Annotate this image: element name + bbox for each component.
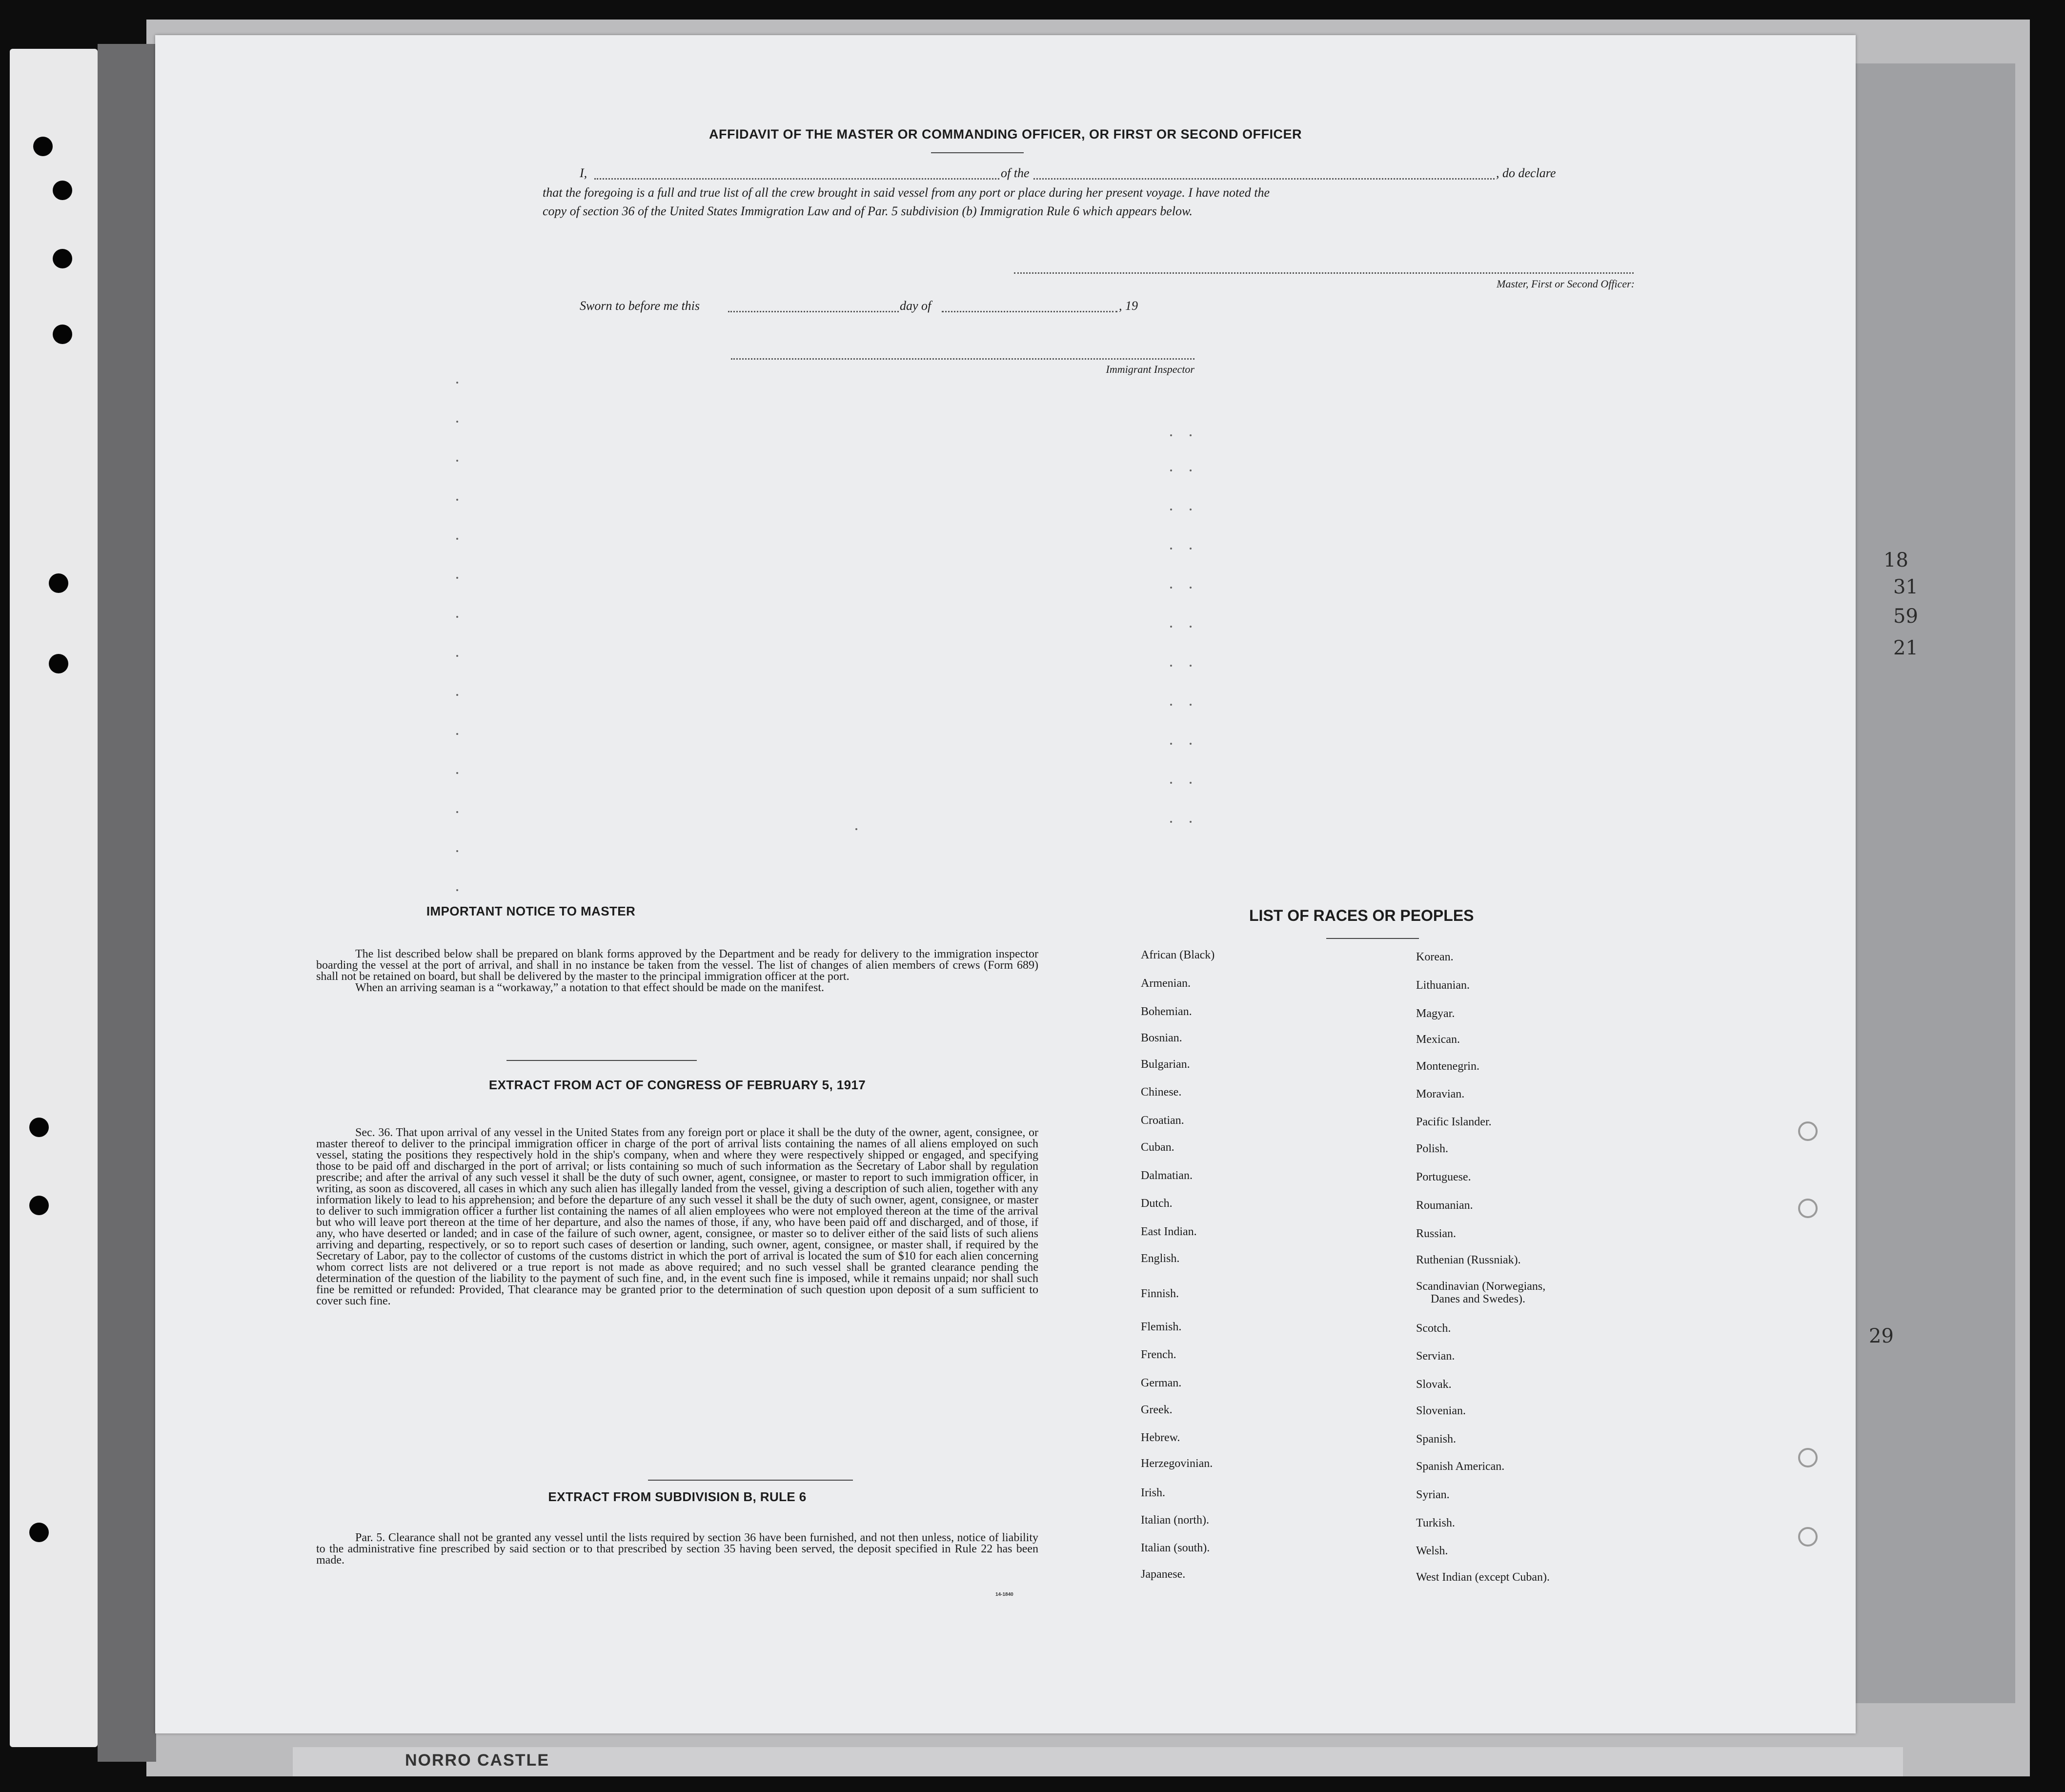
bottom-edge-label: NORRO CASTLE [405,1751,549,1770]
binder-hole [29,1196,49,1215]
race-item: Montenegrin. [1416,1060,1479,1073]
column-tick [456,460,458,462]
sworn-prefix: Sworn to before me this [580,299,700,313]
name-blank [594,178,999,180]
column-tick [1190,587,1192,589]
column-tick [456,889,458,891]
column-tick [1170,509,1172,510]
race-item: Magyar. [1416,1007,1455,1020]
section-divider [506,1060,697,1061]
column-tick [1170,782,1172,784]
margin-note: 21 [1893,637,1918,659]
race-item: Herzegovinian. [1141,1457,1213,1470]
binder-hole [29,1118,49,1137]
form-page [155,35,1856,1733]
inspector-signature-line [731,358,1194,360]
race-item: West Indian (except Cuban). [1416,1571,1550,1584]
column-tick [1170,665,1172,667]
race-item: Cuban. [1141,1141,1174,1154]
column-tick [1170,743,1172,745]
race-item: Korean. [1416,951,1454,963]
race-item: Turkish. [1416,1517,1455,1529]
race-item: Slovak. [1416,1378,1452,1391]
form-code: 14-1840 [995,1592,1013,1597]
inspector-caption: Immigrant Inspector [1106,363,1194,375]
column-tick [1190,469,1192,471]
race-item: Dutch. [1141,1197,1173,1210]
race-item: Armenian. [1141,977,1191,990]
notice-title: IMPORTANT NOTICE TO MASTER [426,904,636,918]
binder-hole [49,654,68,673]
left-margin-sheet [10,49,98,1747]
column-tick [1190,782,1192,784]
race-item: Polish. [1416,1142,1449,1155]
race-item: Mexican. [1416,1033,1460,1046]
binder-hole [49,573,68,593]
column-tick [1190,626,1192,628]
race-item: Moravian. [1416,1088,1465,1100]
notice-paragraph-1: The list described below shall be prepared on blank forms approved by the Department and be ready for delivery to the immigration inspector boarding the vessel at the port of arrival, and shall in no instance be taken from the vessel. The list of changes of alien members of crews (Form 689) shall not be retained on board, but shall be delivered by the master to the principal immigration officer at the port. [316,948,1038,983]
notice-body [316,949,1038,994]
month-blank [942,311,1117,312]
backing-sheet-edge [98,44,156,1762]
race-item: Pacific Islander. [1416,1116,1492,1128]
margin-note: 18 [1883,549,1908,571]
race-item: Croatian. [1141,1114,1184,1127]
act-extract-title: EXTRACT FROM ACT OF CONGRESS OF FEBRUARY 5, 1917 [488,1078,866,1092]
race-item: Syrian. [1416,1488,1450,1501]
race-item: Hebrew. [1141,1431,1180,1444]
race-item: Russian. [1416,1227,1457,1240]
rule-extract-title: EXTRACT FROM SUBDIVISION B, RULE 6 [548,1489,807,1504]
column-tick [1170,704,1172,706]
margin-note: 31 [1893,576,1918,598]
binder-hole [29,1523,49,1542]
column-tick [456,499,458,501]
race-item: Lithuanian. [1416,979,1470,992]
sworn-day-of: day of [900,299,931,313]
affidavit-i: I, [580,166,587,180]
race-item: French. [1141,1348,1176,1361]
race-item: Bohemian. [1141,1005,1192,1018]
affidavit-line3: copy of section 36 of the United States Immigration Law and of Par. 5 subdivision (b) Immigration Rule 6 which appears below. [543,204,1193,218]
rule-extract-body [316,1532,1038,1566]
column-tick [1190,548,1192,550]
column-tick [456,694,458,696]
sworn-year: , 19 [1119,299,1138,313]
column-tick [1170,469,1172,471]
ring-hole [1798,1448,1818,1467]
race-item: English. [1141,1252,1180,1265]
column-tick [456,655,458,657]
race-item: Welsh. [1416,1545,1448,1557]
race-item: Servian. [1416,1350,1455,1363]
binder-hole [53,181,72,200]
ring-hole [1798,1199,1818,1218]
column-tick [456,733,458,735]
act-extract-body [316,1127,1038,1307]
affidavit-of-the: of the [1001,166,1030,180]
race-item: Scotch. [1416,1322,1451,1335]
binder-hole [53,249,72,268]
backing-sheet-right [1854,63,2015,1703]
ring-hole [1798,1527,1818,1547]
column-tick [456,577,458,579]
race-item: Chinese. [1141,1086,1182,1099]
race-item: Finnish. [1141,1287,1179,1300]
race-item: Japanese. [1141,1568,1186,1581]
column-tick [1190,743,1192,745]
column-tick [456,811,458,813]
margin-note: 59 [1893,605,1918,628]
notice-paragraph-2: When an arriving seaman is a “workaway,” a notation to that effect should be made on the manifest. [355,981,824,994]
column-tick [456,382,458,384]
affidavit-declare: , do declare [1496,166,1556,180]
officer-signature-caption: Master, First or Second Officer: [1497,278,1635,290]
column-tick [456,421,458,423]
race-item: East Indian. [1141,1225,1197,1238]
column-tick [456,538,458,540]
column-tick [1190,821,1192,823]
day-blank [728,311,899,312]
column-tick [1190,704,1192,706]
race-item: Irish. [1141,1487,1165,1499]
race-item: Ruthenian (Russniak). [1416,1254,1521,1266]
race-item: Italian (north). [1141,1514,1209,1527]
column-tick [1170,626,1172,628]
races-title: LIST OF RACES OR PEOPLES [1249,907,1474,924]
rule-extract-text: Par. 5. Clearance shall not be granted any vessel until the lists required by section 36 have been furnished, and not then unless, notice of liability to the administrative fine prescribed by said section or to that prescribed by section 35 having been served, the deposit specified in Rule 22 has been made. [316,1531,1038,1567]
race-item: Bulgarian. [1141,1058,1190,1071]
section-divider [648,1480,853,1481]
race-item: African (Black) [1141,949,1215,961]
ring-hole [1798,1121,1818,1141]
race-item: Greek. [1141,1404,1173,1416]
column-tick [456,850,458,852]
races-title-underline [1326,938,1419,939]
title-underline [931,152,1024,153]
column-tick [1190,509,1192,510]
affidavit-line2: that the foregoing is a full and true list of all the crew brought in said vessel from any port or place during her present voyage. I have noted the [543,185,1270,200]
column-tick [456,772,458,774]
officer-signature-line [1014,272,1634,274]
race-item-continued: Danes and Swedes). [1431,1293,1525,1305]
column-tick [1170,548,1172,550]
column-tick [456,616,458,618]
race-item: Italian (south). [1141,1542,1210,1554]
race-item: Spanish American. [1416,1460,1505,1473]
column-tick [1170,434,1172,436]
race-item: Scandinavian (Norwegians, [1416,1280,1546,1293]
vessel-blank [1033,178,1495,180]
race-item: Dalmatian. [1141,1169,1193,1182]
column-tick [1170,587,1172,589]
affidavit-title: AFFIDAVIT OF THE MASTER OR COMMANDING OFFICER, OR FIRST OR SECOND OFFICER [709,127,1302,142]
race-item: Portuguese. [1416,1171,1471,1183]
column-tick [855,828,857,830]
race-item: Slovenian. [1416,1405,1466,1417]
race-item: Roumanian. [1416,1199,1473,1212]
race-item: Bosnian. [1141,1032,1182,1044]
act-extract-text: Sec. 36. That upon arrival of any vessel in the United States from any foreign port or place it shall be the duty of the owner, agent, consignee, or master thereof to deliver to the principal immigration officer in charge of the port of arrival lists containing the names of all aliens employed on such vessel, stating the positions they respectively hold in the ship's company, when and where they were respectively shipped or engaged, and specifying those to be paid off and discharged in the port of arrival; or lists containing so much of such information as the Secretary of Labor shall by regulation prescribe; and after the arrival of any such vessel it shall be the duty of such owner, agent, consignee, or master to report to such immigration officer, in writing, as soon as discovered, all cases in which any such alien has illegally landed from the vessel, giving a description of such alien, together with any information likely to lead to his apprehension; and before the departure of any such vessel it shall be the duty of such owner, agent, consignee, or master to deliver to such immigration officer a further list containing the names of all alien employees who were not employed thereon at the time of the arrival but who will leave port thereon at the time of her departure, and also the names of those, if any, who have been paid off and discharged, and of those, if any, who have deserted or landed; and in case of the failure of such owner, agent, consignee, or master so to deliver either of the said lists of such aliens arriving and departing, respectively, or so to report such cases of desertion or landing, such owner, agent, consignee, or master shall, if required by the Secretary of Labor, pay to the collector of customs of the customs district in which the port of arrival is located the sum of $10 for each alien concerning whom correct lists are not delivered or a true report is not made as above required; and no such vessel shall be granted clearance pending the determination of the question of the liability to the payment of such fine, and, in the event such fine is imposed, while it remains unpaid; nor shall such fine be remitted or refunded: Provided, That clearance may be granted prior to the determination of such question upon deposit of a sum sufficient to cover such fine. [316,1126,1038,1307]
race-item: Flemish. [1141,1321,1182,1333]
column-tick [1190,665,1192,667]
column-tick [1190,434,1192,436]
column-tick [1170,821,1172,823]
binder-hole [53,325,72,344]
binder-hole [33,137,53,156]
margin-note: 29 [1869,1325,1894,1347]
race-item: German. [1141,1377,1182,1389]
race-item: Spanish. [1416,1433,1457,1446]
